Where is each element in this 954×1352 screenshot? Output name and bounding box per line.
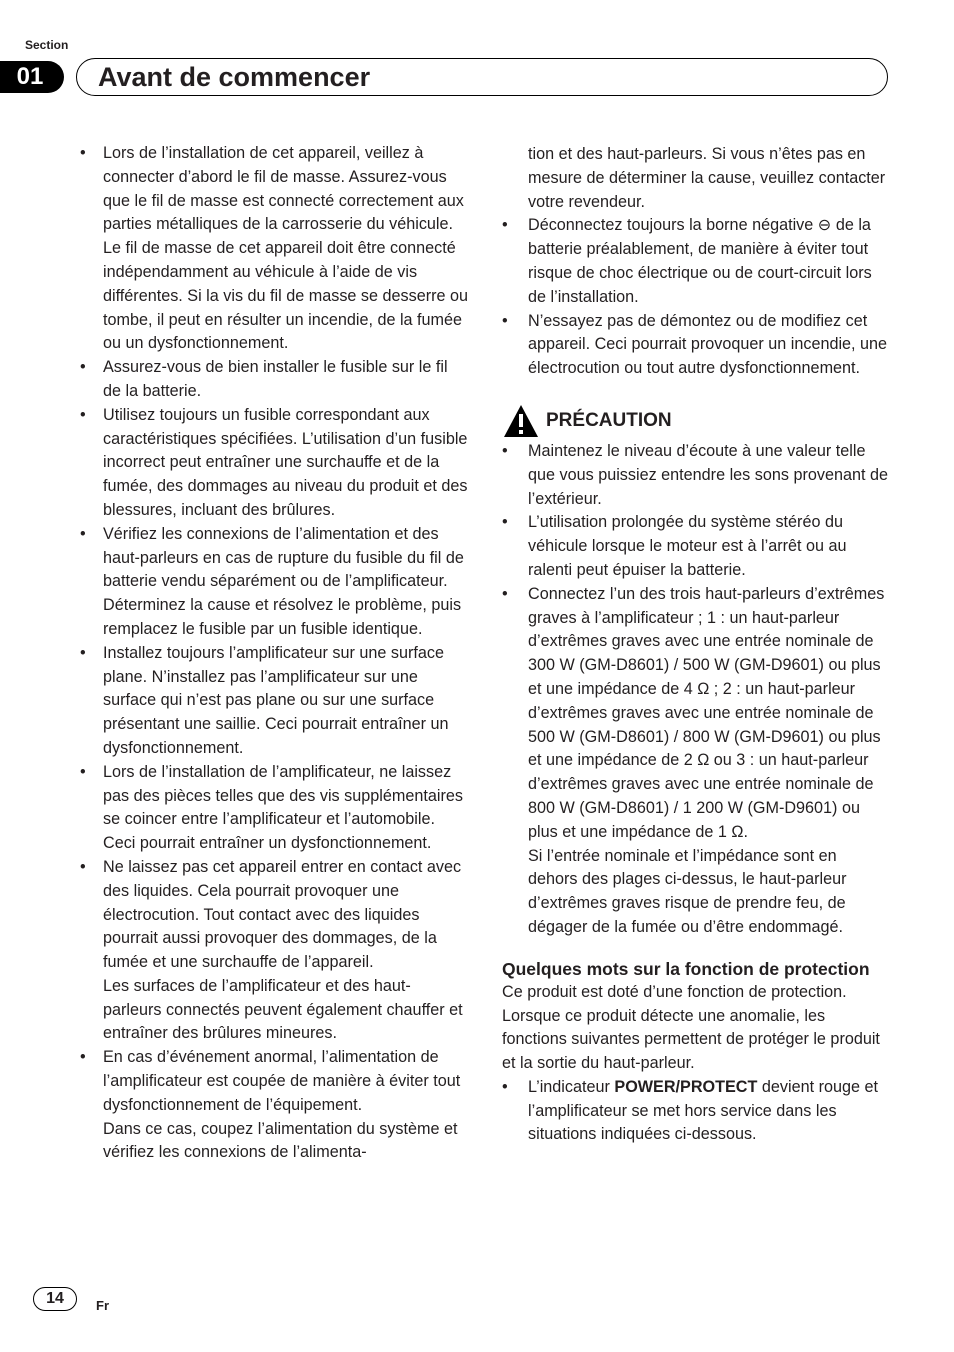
list-item <box>502 1076 890 1147</box>
language-code: Fr <box>96 1298 109 1313</box>
right-column <box>502 143 890 1147</box>
list-item: • Déconnectez toujours la borne négative ⊖ de la batterie préalablement, de manière à éviter tout risque de choc électrique ou de court-circuit lors de l’installation. <box>502 214 890 309</box>
list-item-continuation: Les surfaces de l’amplificateur et des haut-parleurs connectés peuvent également chauffer et entraîner des brûlures mineures. <box>103 976 463 1043</box>
paragraph: Ce produit est doté d’une fonction de protection. Lorsque ce produit détecte une anomalie, les fonctions suivantes permettent de protéger le produit et la sortie du haut-parleur. <box>502 982 880 1073</box>
list-item-continuation: Si l’entrée nominale et l’impédance sont en dehors des plages ci-dessus, le haut-parleur d’extrêmes graves risque de prendre feu, de dégager de la fumée ou d’être endommagé. <box>528 846 847 936</box>
section-number: 01 <box>0 61 64 93</box>
list-item: • Installez toujours l’amplificateur sur une surface plane. N’installez pas l’amplificateur sur une surface qui n’est pas plane ou sur une surface présentant une saillie. Ceci pourrait entraîner un dysfonctionnement. <box>80 642 468 761</box>
list-item: • En cas d’événement anormal, l’alimentation de l’amplificateur est coupée de manière à éviter tout dysfonctionnement de l’équipement. <box>80 1046 468 1117</box>
list-item: • Connectez l’un des trois haut-parleurs d’extrêmes graves à l’amplificateur ; 1 : un haut-parleur d’extrêmes graves avec une entrée nominale de 300 W (GM-D8601) / 500 W (GM-D9601) ou plus et une impédance de 4 Ω ; 2 : un haut-parleur d’extrêmes graves avec une entrée nominale de 500 W (GM-D8601) / 800 W (GM-D9601) ou plus et une impédance de 2 Ω ou 3 : un haut-parleur d’extrêmes graves avec une entrée nominale de 800 W (GM-D8601) / 1 200 W (GM-D9601) ou plus et une impédance de 1 Ω. <box>502 583 890 845</box>
page-title: Avant de commencer <box>98 62 371 92</box>
list-item: • Utilisez toujours un fusible correspondant aux caractéristiques spécifiées. L’utilisation d’un fusible incorrect peut entraîner une surchauffe et de la fumée, des dommages au niveau du produit et des blessures, incluant des brûlures. <box>80 404 468 523</box>
list-item: • N’essayez pas de démontez ou de modifiez cet appareil. Ceci pourrait provoquer un incendie, une électrocution ou tout autre dysfonctionnement. <box>502 310 890 381</box>
section-heading: Quelques mots sur la fonction de protection <box>502 958 870 979</box>
left-column <box>80 142 468 1165</box>
list-item: • Lors de l’installation de cet appareil, veillez à connecter d’abord le fil de masse. Assurez-vous que le fil de masse est connecté correctement aux parties métalliques de la carrosserie du véhicule. Le fil de masse de cet appareil doit être connecté indépendamment au véhicule à l’aide de vis différentes. Si la vis du fil de masse se desserre ou tombe, il peut en résulter un incendie, de la fumée ou un dysfonctionnement. <box>80 142 468 356</box>
caution-header <box>502 402 890 440</box>
bullet-text: devient rouge et l’amplificateur se met hors service dans les situations indiquées ci-dessous. <box>528 1077 878 1144</box>
list-item: • Lors de l’installation de l’amplificateur, ne laissez pas des pièces telles que des vis supplémentaires se coincer entre l’amplificateur et l’automobile. Ceci pourrait entraîner un dysfonctionnement. <box>80 761 468 856</box>
bullet-text: L’indicateur <box>528 1077 615 1096</box>
list-item: • L’utilisation prolongée du système stéréo du véhicule lorsque le moteur est à l’arrêt ou au ralenti peut épuiser la batterie. <box>502 511 890 582</box>
list-item: • Maintenez le niveau d’écoute à une valeur telle que vous puissiez entendre les sons provenant de l’extérieur. <box>502 440 890 511</box>
warning-triangle-icon <box>503 404 539 438</box>
caution-title: PRÉCAUTION <box>546 410 672 432</box>
list-item-continuation: Dans ce cas, coupez l’alimentation du système et vérifiez les connexions de l’alimenta- <box>103 1119 458 1162</box>
section-label: Section <box>25 38 69 52</box>
list-item: • Vérifiez les connexions de l’alimentation et des haut-parleurs en cas de rupture du fusible du fil de batterie vendu séparément ou de l’amplificateur. Déterminez la cause et résolvez le problème, puis remplacez le fusible par un fusible identique. <box>80 523 468 642</box>
list-item-continuation: tion et des haut-parleurs. Si vous n’êtes pas en mesure de déterminer la cause, veuillez contacter votre revendeur. <box>528 145 886 211</box>
page-number: 14 <box>33 1287 77 1311</box>
list-item: • Assurez-vous de bien installer le fusible sur le fil de la batterie. <box>80 356 468 404</box>
list-item: • Ne laissez pas cet appareil entrer en contact avec des liquides. Cela pourrait provoquer une électrocution. Tout contact avec des liquides pourrait aussi provoquer des dommages, de la fumée et une surchauffe de l’appareil. <box>80 856 468 975</box>
indicator-name: POWER/PROTECT <box>614 1077 758 1096</box>
